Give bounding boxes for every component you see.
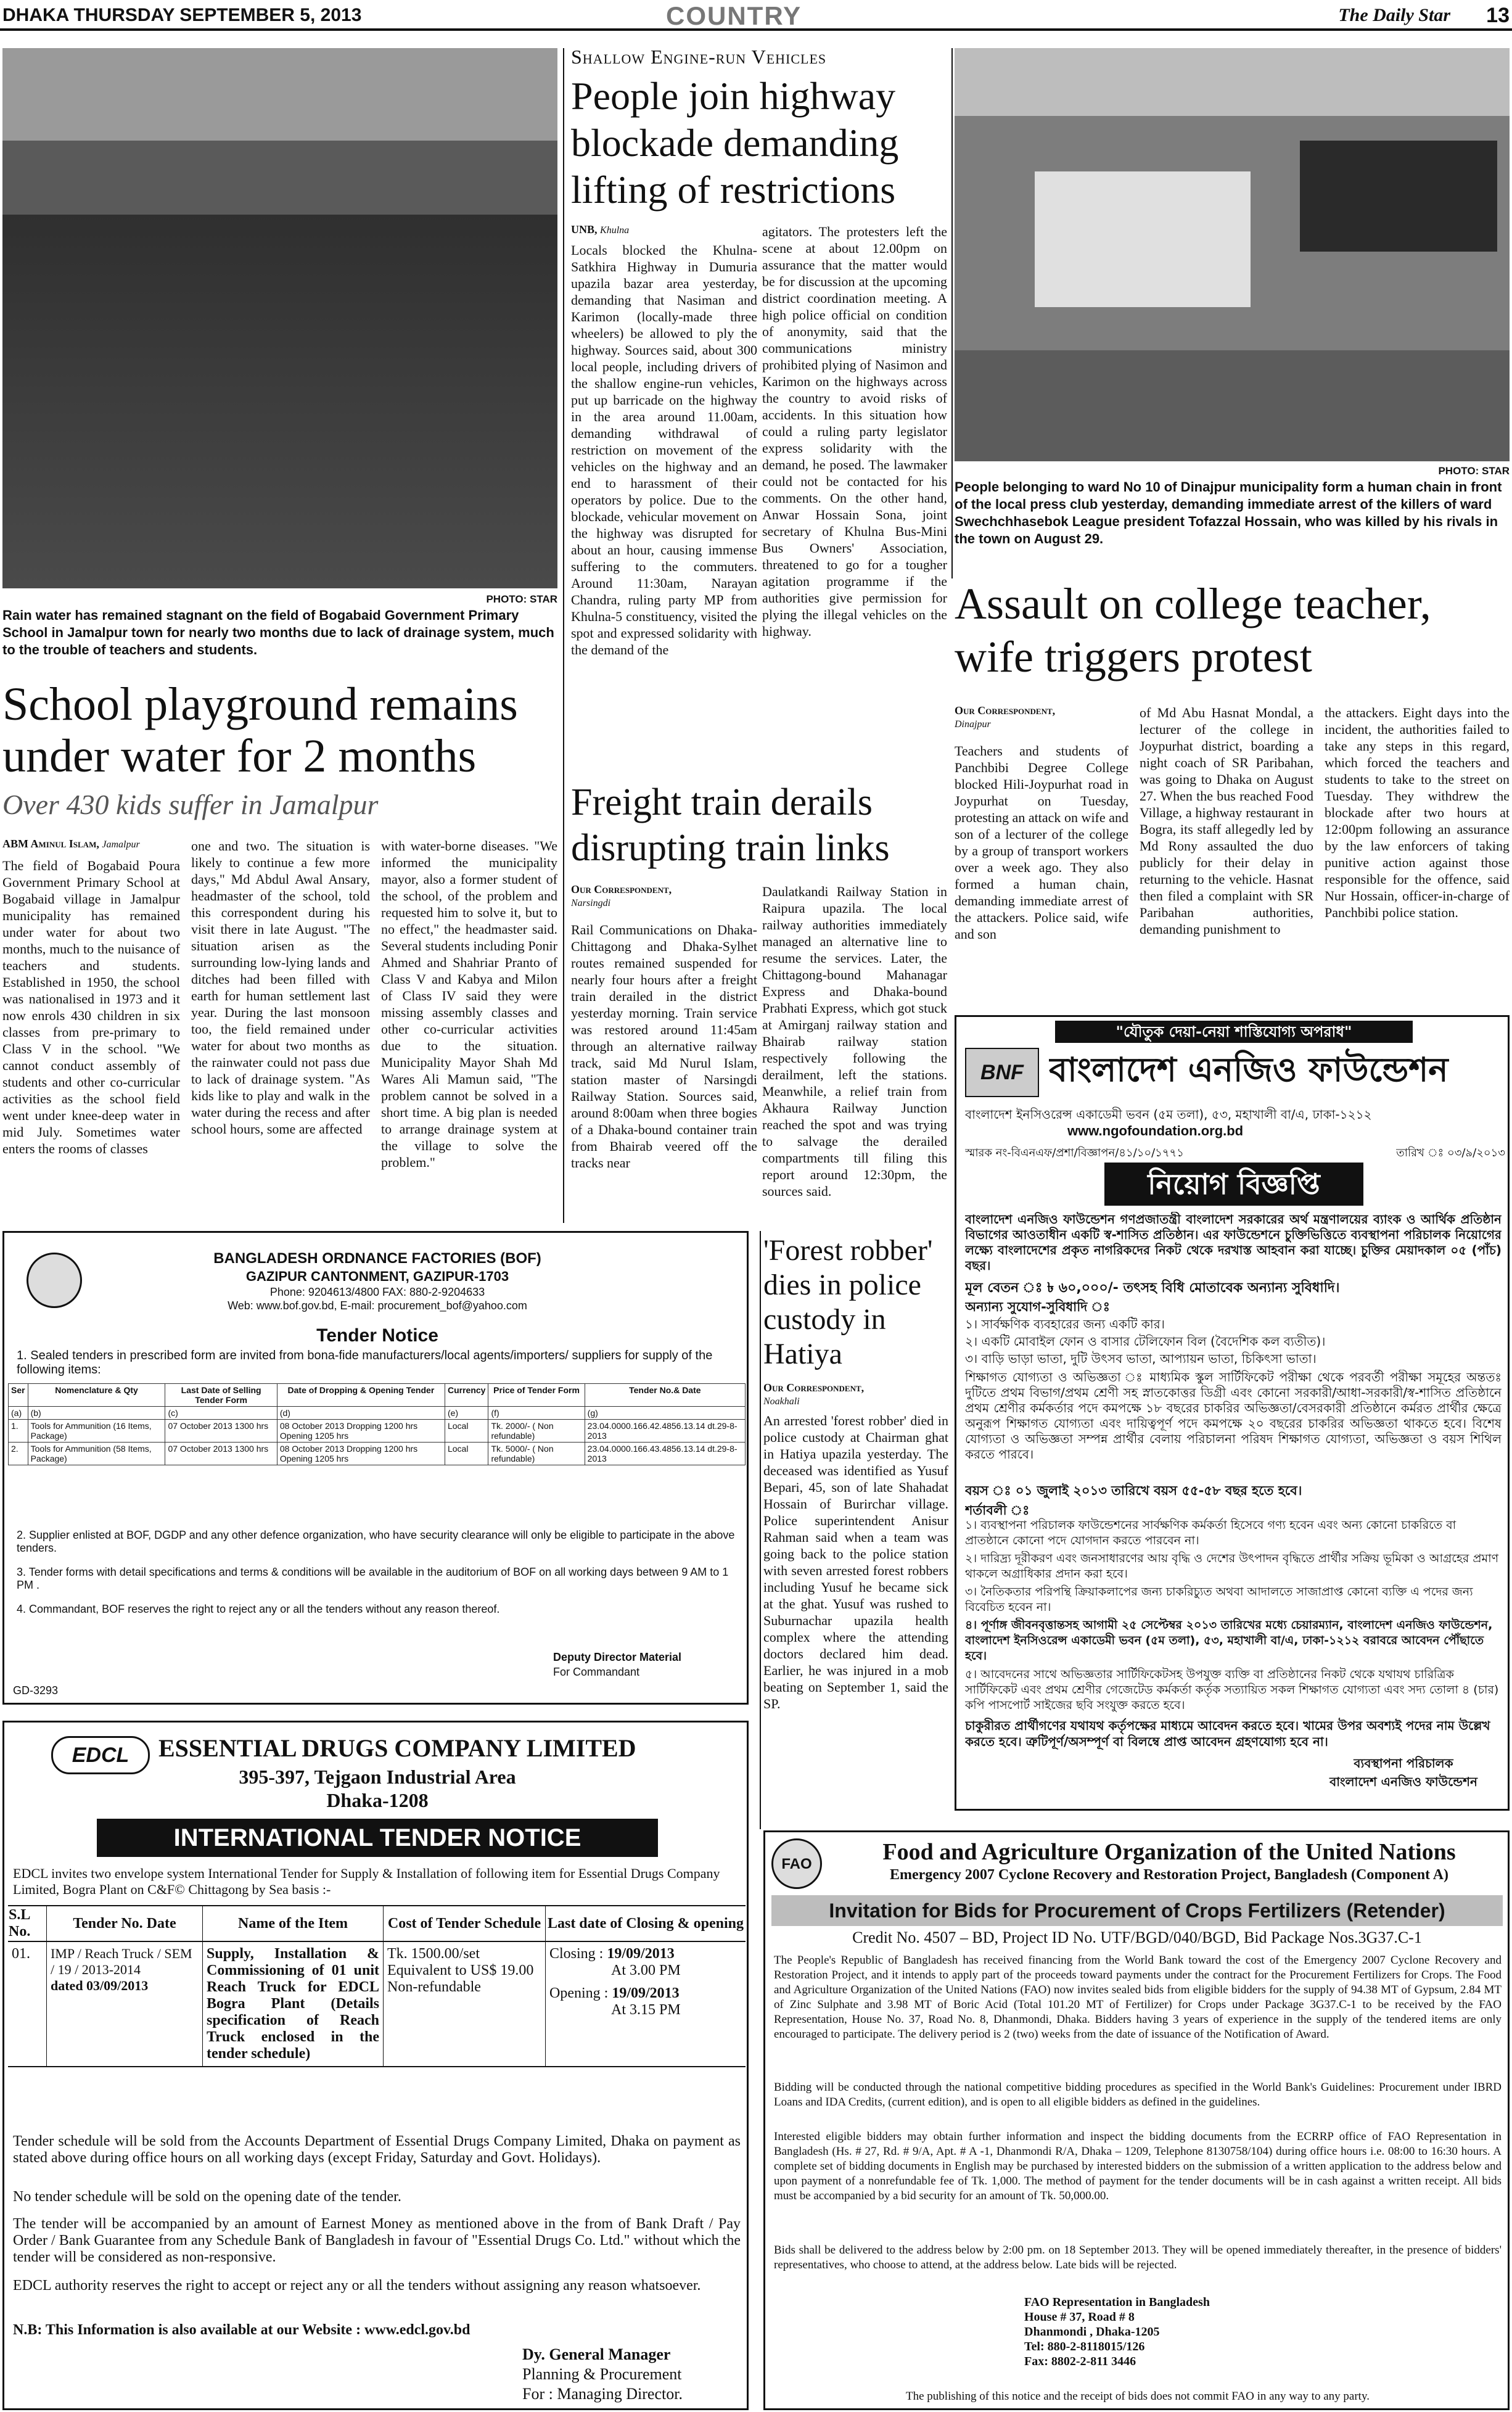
headline: School playground remains under water for 2 months <box>2 678 518 782</box>
table-cell: Tk. 5000/- ( Non refundable) <box>488 1443 585 1465</box>
bof-address: GAZIPUR CANTONMENT, GAZIPUR-1703 <box>245 1269 509 1284</box>
byline-place: Jamalpur <box>102 839 140 850</box>
bof-signature-sub: For Commandant <box>553 1666 640 1678</box>
fao-paragraph: The People's Republic of Bangladesh has received financing from the World Bank toward the cost of the Emergency 2007 Cyclone Recovery and Restoration Project, and it intends to apply part of the proceeds toward payments under the contract for the Procurement Fertilizers for Crops. The Food and Agriculture Organization of the United Nations (FAO) now invites sealed bids from eligible bidders for the supply of 94.38 MT of Gypsum, 2.84 MT of Zinc Sulphate and 3.98 MT of Boric Acid (Total 101.20 MT of Fertilizer) for Crops under Package 3G37.C-1 to be received by the FAO Representation, House No. 37, Road No. 8, Dhanmondi, Dhaka. Bidders having 3 years of experience in the supply of the tendered items are only encouraged to participate. The delivery period is 2 (two) weeks from the date of issuance of the Notification of Award. <box>774 1954 1502 2041</box>
table-cell: Tk. 2000/- ( Non refundable) <box>488 1420 585 1443</box>
bnf-term: ৫। আবেদনের সাথে অভিজ্ঞতার সার্টিফিকেটসহ উপযুক্ত ব্যক্তি বা প্রতিষ্ঠানের নিকট থেকে যথাযথ চারিত্রিক সার্টিফিকেট এবং প্রথম শ্রেণীর গেজেটেড কর্মকর্তা কর্তৃক সত্যায়িত সকল শিক্ষাগত যোগ্যতা এবং সদ্য তোলা ৪ (চার) কপি পাসপোর্ট সাইজের ছবি সংযুক্ত করতে হবে। <box>965 1668 1499 1712</box>
byline-place: Noakhali <box>763 1396 800 1407</box>
edcl-org: ESSENTIAL DRUGS COMPANY LIMITED <box>158 1734 636 1762</box>
table-row <box>8 1941 746 2067</box>
tender-no: IMP / Reach Truck / SEM / 19 / 2013-2014 <box>51 1946 192 1977</box>
bnf-footer: চাকুরীরত প্রার্থীগণের যথাযথ কর্তৃপক্ষের মাধ্যমে আবেদন করতে হবে। খামের উপর অবশ্যই পদের নাম উল্লেখ করতে হবে। ত্রুটিপূর্ণ/অসম্পূর্ণ বা বিলম্বে প্রাপ্ত আবেদন গ্রহণযোগ্য হবে না। <box>965 1718 1490 1749</box>
edcl-signature: Planning & Procurement <box>522 2365 682 2383</box>
table-cell: 07 October 2013 1300 hrs <box>165 1420 277 1443</box>
fao-logo: FAO <box>771 1838 822 1889</box>
table-cell: Tools for Ammunition (16 Items, Package) <box>28 1420 165 1443</box>
bof-org: BANGLADESH ORDNANCE FACTORIES (BOF) <box>213 1250 541 1267</box>
table-cell: (f) <box>488 1407 585 1420</box>
table-cell: 2. <box>9 1443 28 1465</box>
column-header: Cost of Tender Schedule <box>384 1906 546 1941</box>
article-column: The field of Bogabaid Poura Government Primary School at Bogabaid village in Jamalpur municipality has remained under water for about two months, much to the nuisance of teachers and students. Established in 1950, the school was nationalised in 1973 and it now enrols 430 children in six classes from pre-primary to Class V in the school. "We cannot conduct assembly of students and other co-curricular activities as the school field went under knee-deep water in mid July. Sometimes water enters the rooms of classes <box>2 858 180 1156</box>
column-header: Tender No. Date <box>47 1906 203 1941</box>
bof-note: 3. Tender forms with detail specifications and terms & conditions will be available in the auditorium of BOF on all working days between 9 AM to 1 PM . <box>17 1566 729 1591</box>
byline-place: Khulna <box>600 225 630 236</box>
fao-banner: Invitation for Bids for Procurement of Crops Fertilizers (Retender) <box>771 1895 1503 1926</box>
byline-name: Our Correspondent, <box>763 1381 865 1394</box>
fao-address-line: Dhanmondi , Dhaka-1205 <box>1024 2325 1160 2339</box>
protest-photo <box>955 48 1510 461</box>
article-column: with water-borne diseases. "We informed the municipality mayor, also a former student of the school, of the problem and requested him to solve it, but to no effect," the headmaster said. Several students including Ponir Ahmed and Shahriar Pranto of Class V and Kabya and Milon of Class IV said they were missing assembly classes and other co-curricular activities due to the situation. Municipality Mayor Shah Md Wares Ali Mamun said, "The problem cannot be solved in a short time. A big plan is needed to arrange drainage system at the village to solve the problem." <box>381 838 557 1170</box>
table-cell: Tools for Ammunition (58 Items, Package) <box>28 1443 165 1465</box>
bnf-intro: বাংলাদেশ এনজিও ফাউন্ডেশন গণপ্রজাতন্ত্রী বাংলাদেশ সরকারের অর্থ মন্ত্রণালয়ের ব্যাংক ও আর্থিক প্রতিষ্ঠান বিভাগের আওতাধীন একটি স্ব-শাসিত প্রতিষ্ঠান। এর ফাউন্ডেশনে চুক্তিভিত্তিতে ব্যবস্থাপনা পরিচালক নিয়োগের লক্ষ্যে বাংলাদেশের প্রকৃত নাগরিকদের নিকট থেকে দরখাস্ত আহবান করা যাচ্ছে। চুক্তির মেয়াদকাল ০৫ (পাঁচ) বছর। <box>965 1212 1502 1273</box>
edcl-paragraph: Tender schedule will be sold from the Accounts Department of Essential Drugs Company Limited, Dhaka on payment as stated above during office hours on all working days (except Friday, Saturday and Govt. Holidays). <box>13 2133 741 2166</box>
bof-table <box>8 1383 746 1465</box>
column-rule <box>760 1231 761 1829</box>
article-column: Locals blocked the Khulna-Satkhira Highway in Dumuria upazila bazar area yesterday, demanding that Nasiman and Karimon (locally-made three wheelers) be allowed to ply the highway. Sources said, about 300 local people, including drivers of the shallow engine-run vehicles, put up barricade on the highway in the area around 11.00am, demanding withdrawal of restriction on movement of the vehicles on the highway and an end to harassment of their operators by police. Due to the blockade, vehicular movement on the highway was disrupted for about an hour, causing immense suffering to the commuters. Around 11:30am, Narayan Chandra, ruling party MP from Khulna-5 constituency, visited the spot and expressed solidarity with the demand of the <box>571 242 757 657</box>
bof-tender-ad <box>2 1231 749 1705</box>
bnf-terms-title: শর্তাবলী ঃ <box>965 1503 1030 1518</box>
column-header: Price of Tender Form <box>488 1384 585 1407</box>
date-line: DHAKA THURSDAY SEPTEMBER 5, 2013 <box>2 5 362 25</box>
bnf-title: নিয়োগ বিজ্ঞপ্তি <box>1104 1163 1363 1206</box>
bof-intro: 1. Sealed tenders in prescribed form are invited from bona-fide manufacturers/local agents/importers/ suppliers for supply of the following items: <box>17 1349 713 1377</box>
table-cell: 1. <box>9 1420 28 1443</box>
bof-note: 4. Commandant, BOF reserves the right to reject any or all the tenders without any reason thereof. <box>17 1603 500 1615</box>
table-cell: Local <box>445 1420 488 1443</box>
fao-paragraph: Interested eligible bidders may obtain further information and inspect the bidding documents from the ECRRP office of FAO Representation in Bangladesh (Hs. # 27, Rd. # 9/A, Apt. # A -1, Dhanmondi R/A, Dhaka – 1209, Telephone 8130758/104) during office hours i.e. 08:00 to 16:30 hours. A complete set of bidding documents in English may be purchased by interested bidders on the submission of a written application to the address below and upon payment of a nonrefundable fee of Tk. 1,000. The method of payment for the tender documents will be in cash against a written receipt. All bids must be accompanied by a bid security for an amount of Tk. 50,000.00. <box>774 2130 1502 2202</box>
column-header: Currency <box>445 1384 488 1407</box>
bnf-term: ১। ব্যবস্থাপনা পরিচালক ফাউন্ডেশনের সার্বক্ষণিক কর্মকর্তা হিসেবে গণ্য হবেন এবং অন্য কোনো চাকরিতে বা প্রাতষ্ঠানে কোনো পদে যোগদান করতে পারবেন না। <box>965 1518 1457 1547</box>
column-header: Last Date of Selling Tender Form <box>165 1384 277 1407</box>
school-photo <box>2 48 557 588</box>
edcl-address: 395-397, Tejgaon Industrial Area <box>239 1766 516 1788</box>
bnf-age: বয়স ঃ ০১ জুলাই ২০১৩ তারিখে বয়স ৫৫-৫৮ বছর হতে হবে। <box>965 1483 1302 1498</box>
edcl-banner: INTERNATIONAL TENDER NOTICE <box>97 1819 658 1857</box>
headline: Freight train derails disrupting train links <box>571 781 890 869</box>
fao-paragraph: Bids shall be delivered to the address below by 2:00 pm. on 18 September 2013. They will be opened immediately thereafter, in the presence of bidders' representatives, who choose to attend, at the address below. Late bids will be rejected. <box>774 2244 1502 2271</box>
bnf-web: www.ngofoundation.org.bd <box>1067 1123 1244 1138</box>
table-cell: Supply, Installation & Commissioning of 01 unit Reach Truck for EDCL Bogra Plant (Details specification of Reach Truck enclosed in the tender schedule) <box>203 1941 384 2067</box>
bnf-benefit: ৩। বাড়ি ভাড়া ভাতা, দুটি উৎসব ভাতা, আপ্যায়ন ভাতা, চিকিৎসা ভাতা। <box>965 1351 1317 1366</box>
bnf-signature: বাংলাদেশ এনজিও ফাউন্ডেশন <box>1329 1774 1477 1789</box>
article-column: An arrested 'forest robber' died in police custody at Chairman ghat in Hatiya upazila yesterday. The deceased was identified as Yusuf Bepari, 45, son of late Shahadat Hossain of Burirchar village. Police superintendent Anisur Rahman said when a team was going back to the police station with seven arrested forest robbers including Yusuf he became sick at the ghat. Yusuf was rushed to Suburnachar upazila health complex where the attending doctors declared him dead. Earlier, he was injured in a mob beating on September 1, said the SP. <box>763 1413 948 1711</box>
column-rule <box>951 48 953 578</box>
column-header: Ser <box>9 1384 28 1407</box>
fao-project: Emergency 2007 Cyclone Recovery and Restoration Project, Bangladesh (Component A) <box>889 1867 1449 1883</box>
headline: Assault on college teacher, wife triggers protest <box>955 579 1431 681</box>
tender-date: dated 03/09/2013 <box>51 1978 149 1993</box>
table-row <box>9 1443 746 1465</box>
bof-title: Tender Notice <box>316 1325 438 1346</box>
bnf-term: ২। দারিদ্র্য দূরীকরণ এবং জনসাধারণের আয় বৃদ্ধি ও দেশের উৎপাদন বৃদ্ধিতে প্রার্থীর সক্রিয় ভূমিকা ও আগ্রহের প্রমাণ থাকলে অগ্রাধিকার প্রদান করা হবে। <box>965 1552 1499 1581</box>
opening-label: Opening : <box>549 1985 609 2001</box>
bnf-date: তারিখ ঃ ০৩/৯/২০১৩ <box>1396 1146 1505 1159</box>
photo-credit: PHOTO: STAR <box>486 593 557 605</box>
table-cell: 01. <box>8 1941 47 2067</box>
column-header: Tender No.& Date <box>585 1384 745 1407</box>
fao-address-line: FAO Representation in Bangladesh <box>1024 2295 1210 2309</box>
article-column: one and two. The situation is likely to continue a few more days," Md Abdul Awal Ansary, headmaster of the school, told this correspondent during his visit there in late August. "The situation arisen as the surrounding low-lying lands and ditches had been filled with earth for human settlement last year. During the last monsoon too, the field remained under water for about two months as the rainwater could not pass due to lack of drainage system. "As kids like to play and walk in the water during the recess and after school hours, some are affected <box>191 838 370 1137</box>
fao-bid-ad <box>763 1830 1510 2410</box>
table-cell: Tk. 1500.00/set Equivalent to US$ 19.00 Non-refundable <box>384 1941 546 2067</box>
article-column: of Md Abu Hasnat Mondal, a lecturer of the college in Joypurhat district, boarding a night coach of SR Paribahan, was going to Dhaka on August 27. When the bus reached Food Village, a highway restaurant in Bogra, its staff allegedly led by Md Rony assaulted the duo publicly for their delay in returning to the vehicle. Hasnat then filed a complaint with SR Paribahan authorities, demanding punishment to <box>1140 705 1313 937</box>
article-column: agitators. The protesters left the scene at about 12.00pm on assurance that the matter would be for discussion at the upcoming district coordination meeting. A high police official on condition of anonymity, said that the communications ministry prohibited plying of Nasimon and Karimon on the highways across the country to avoid risks of accidents. In this situation how could a ruling party legislator express solidarity with the demand, he posed. The lawmaker could not be contacted for his comments. On the other hand, Anwar Hossain Sona, joint secretary of Khulna Bus-Mini Bus Owners' Association, threatened to go for a tougher agitation programme if the authorities give permission for plying the illegal vehicles on the highway. <box>762 224 947 639</box>
edcl-nb: N.B: This Information is also available at our Website : www.edcl.gov.bd <box>13 2322 470 2338</box>
byline-name: UNB, <box>571 223 598 236</box>
table-cell: (g) <box>585 1407 745 1420</box>
column-header: Date of Dropping & Opening Tender <box>277 1384 445 1407</box>
table-cell: 23.04.0000.166.43.4856.13.14 dt.29-8-2013 <box>585 1443 745 1465</box>
article-column: Daulatkandi Railway Station in Raipura upazila. The local railway authorities immediately managed an alternative line to resume the services. Later, the Chittagong-bound Mahanagar Express and Dhaka-bound Prabhati Express, which got stuck at Amirganj railway station and Bhairab railway station respectively following the derailment, left the stations. Meanwhile, a relief train from Akhaura Railway Junction reached the spot and was trying to salvage the derailed compartments till filing this report around 12:30pm, the sources said. <box>762 884 947 1199</box>
edcl-intro: EDCL invites two envelope system International Tender for Supply & Installation of following item for Essential Drugs Company Limited, Bogra Plant on C&F© Chittagong by Sea basis :- <box>13 1866 720 1897</box>
bnf-memo: স্মারক নং-বিএনএফ/প্রশা/বিজ্ঞাপন/৪১/১০/১৭৭১ <box>965 1146 1184 1159</box>
page-header <box>0 0 1512 31</box>
column-header: Nomenclature & Qty <box>28 1384 165 1407</box>
bnf-salary: মূল বেতন ঃ ৳ ৬০,০০০/- তৎসহ বিধি মোতাবেক অন্যান্য সুবিধাদি। <box>965 1280 1340 1296</box>
column-header: S.L No. <box>8 1906 47 1941</box>
byline <box>763 1381 948 1409</box>
byline-name: Our Correspondent, <box>571 883 672 895</box>
bnf-slogan: "যৌতুক দেয়া-নেয়া শাস্তিযোগ্য অপরাধ" <box>1055 1021 1413 1043</box>
fao-credit: Credit No. 4507 – BD, Project ID No. UTF/BGD/040/BGD, Bid Package Nos.3G37.C-1 <box>852 1928 1422 1946</box>
closing-date: 19/09/2013 <box>607 1946 675 1962</box>
bnf-logo: BNF <box>965 1048 1039 1097</box>
edcl-city: Dhaka-1208 <box>326 1789 429 1811</box>
edcl-logo: EDCL <box>51 1736 150 1774</box>
bnf-org: বাংলাদেশ এনজিও ফাউন্ডেশন <box>1049 1050 1448 1089</box>
bof-gd: GD-3293 <box>13 1684 59 1697</box>
closing-label: Closing : <box>549 1946 604 1962</box>
edcl-paragraph: EDCL authority reserves the right to accept or reject any or all the tenders without assigning any reason whatsoever. <box>13 2278 701 2294</box>
table-header-row <box>9 1384 746 1407</box>
headline: People join highway blockade demanding lifting of restrictions <box>571 74 899 212</box>
table-cell: 07 October 2013 1300 hrs <box>165 1443 277 1465</box>
fao-address <box>1024 2295 1271 2393</box>
table-subheader-row <box>9 1407 746 1420</box>
bnf-benefit: ১। সার্বক্ষণিক ব্যবহারের জন্য একটি কার। <box>965 1317 1165 1332</box>
bof-signature: Deputy Director Material <box>553 1651 682 1663</box>
fao-address-line: House # 37, Road # 8 <box>1024 2310 1135 2324</box>
bnf-term: ৩। নৈতিকতার পরিপন্থি ক্রিয়াকলাপের জন্য চাকরিচ্যুত অথবা আদালতে সাজাপ্রাপ্ত কোনো ব্যক্তি এ পদের জন্য বিবেচিত হবেন না। <box>965 1585 1473 1614</box>
column-header: Last date of Closing & opening <box>547 1915 744 1932</box>
subheadline: Over 430 kids suffer in Jamalpur <box>2 789 379 820</box>
table-cell: 08 October 2013 Dropping 1200 hrs Opening 1205 hrs <box>277 1443 445 1465</box>
closing-time: At 3.00 PM <box>611 1962 681 1978</box>
photo-caption: People belonging to ward No 10 of Dinajpur municipality form a human chain in front of the local press club yesterday, demanding immediate arrest of the killers of ward Swechchhasebok League president Tofazzal Hossain, who was killed by his rivals in the town on August 29. <box>955 479 1502 546</box>
article-column: the attackers. Eight days into the incident, the authorities failed to take any steps in this regard, which forced the teachers and students to take to the street on Tuesday. They withdrew the blockade after two hours at 12:00pm following an assurance by the law enforcers of taking punitive action against those responsible for the offence, said Nur Hossain, officer-in-charge of Panchbibi police station. <box>1325 705 1510 920</box>
photo-credit: PHOTO: STAR <box>1438 465 1510 477</box>
fao-address-line: Tel: 880-2-8118015/126 <box>1024 2340 1145 2353</box>
table-header-row <box>8 1906 746 1941</box>
fao-org: Food and Agriculture Organization of the United Nations <box>882 1839 1456 1865</box>
table-cell: 23.04.0000.166.42.4856.13.14 dt.29-8-2013 <box>585 1420 745 1443</box>
table-cell: 08 October 2013 Dropping 1200 hrs Opening 1205 hrs <box>277 1420 445 1443</box>
article-column: Rail Communications on Dhaka-Chittagong and Dhaka-Sylhet routes remained suspended for nearly four hours after a freight train derailed in the district yesterday morning. Train service was restored around 11:45am through an alternative railway track, said Md Nurul Islam, station master of Narsingdi Railway Station. Sources said, around 8:00am when three bogies of a Dhaka-bound container train from Bhairab veered off the tracks near <box>571 922 757 1171</box>
bnf-benefit: ২। একটি মোবাইল ফোন ও বাসার টেলিফোন বিল (বৈদেশিক কল ব্যতীত)। <box>965 1334 1326 1349</box>
edcl-tender-ad <box>2 1721 749 2410</box>
byline <box>571 223 756 239</box>
bnf-term: ৪। পূর্ণাঙ্গ জীবনবৃত্তান্তসহ আগামী ২৫ সেপ্টেম্বর ২০১৩ তারিখের মধ্যে চেয়ারম্যান, বাংলাদেশ এনজিও ফাউন্ডেশন, বাংলাদেশ ইনসিওরেন্স একাডেমী ভবন (৫ম তলা), ৫৩, মহাখালী বা/এ, ঢাকা-১২১২ বরাবরে আবেদন পৌঁছাতে হবে। <box>965 1618 1493 1663</box>
edcl-paragraph: No tender schedule will be sold on the opening date of the tender. <box>13 2189 401 2205</box>
page-number: 13 <box>1486 4 1510 27</box>
masthead: The Daily Star <box>1338 5 1450 25</box>
bof-web: Web: www.bof.gov.bd, E-mail: procurement_bof@yahoo.com <box>228 1299 527 1312</box>
edcl-signature: For : Managing Director. <box>522 2385 683 2403</box>
table-cell <box>47 1941 203 2067</box>
table-cell: (a) <box>9 1407 28 1420</box>
byline <box>955 704 1127 731</box>
bnf-recruitment-ad <box>955 1015 1510 1811</box>
bnf-signature: ব্যবস্থাপনা পরিচালক <box>1354 1756 1453 1771</box>
article-column: Teachers and students of Panchbibi Degree College blocked Hili-Joypurhat road in Joypurhat on Tuesday, protesting an attack on wife and son of a lecturer of the college by a group of transport workers over a week ago. They also formed a human chain, demanding immediate arrest of the attackers. Police said, wife and son <box>955 743 1128 942</box>
opening-date: 19/09/2013 <box>612 1985 680 2001</box>
edcl-paragraph: The tender will be accompanied by an amount of Earnest Money as mentioned above in the from of Bank Draft / Pay Order / Bank Guarantee from any Schedule Bank of Bangladesh in favour of "Essential Drugs Co. Ltd." without which the tender will be considered as non-responsive. <box>13 2216 741 2265</box>
bnf-benefits-title: অন্যান্য সুযোগ-সুবিধাদি ঃ <box>965 1299 1110 1314</box>
bof-note: 2. Supplier enlisted at BOF, DGDP and any other defence organization, who have security clearance will only be eligible to participate in the above tenders. <box>17 1529 735 1554</box>
edcl-table <box>8 1905 746 2067</box>
table-cell: (b) <box>28 1407 165 1420</box>
table-row <box>9 1420 746 1443</box>
bnf-qualification: শিক্ষাগত যোগ্যতা ও অভিজ্ঞতা ঃ মাধ্যমিক স্কুল সার্টিফিকেট পরীক্ষা থেকে পরবর্তী পরীক্ষা সমূহের অন্ততঃ দুটিতে প্রথম বিভাগ/প্রথম শ্রেণী সহ স্নাতকোত্তর ডিগ্রী এবং কোনো সরকারী/আধা-সরকারী/স্ব-শাসিত প্রতিষ্ঠানে প্রথম শ্রেণীর কর্মকর্তার পদে কমপক্ষে ১৮ বছরের চাকরির অভিজ্ঞতা/বেসরকারী প্রতিষ্ঠানে কর্মরত প্রার্থীর ক্ষেত্রে অনুরূপ শিক্ষাগত যোগ্যতা এবং দায়িত্বপূর্ণ পদে কমপক্ষে ২০ বছরের চাকরির অভিজ্ঞতা থাকতে হবে। বিশেষ যোগ্যতা ও অভিজ্ঞতা সম্পন্ন প্রার্থীর বেলায় পরিচালনা পরিষদ শিক্ষাগত যোগ্যতা, অভিজ্ঞতা ও বয়স শিথিল করতে পারবে। <box>965 1370 1502 1462</box>
byline-name: Our Correspondent, <box>955 704 1056 717</box>
edcl-signature: Dy. General Manager <box>522 2345 671 2363</box>
section-title: COUNTRY <box>666 1 802 30</box>
byline-place: Narsingdi <box>571 898 611 908</box>
table-cell: (c) <box>165 1407 277 1420</box>
photo-caption: Rain water has remained stagnant on the field of Bogabaid Government Primary School in Jamalpur town for nearly two months due to lack of drainage system, much to the trouble of teachers and students. <box>2 607 554 657</box>
byline-place: Dinajpur <box>955 719 991 730</box>
column-header: Name of the Item <box>203 1906 384 1941</box>
byline <box>2 838 187 854</box>
kicker: Shallow Engine-run Vehicles <box>571 46 827 68</box>
fao-address-line: Fax: 8802-2-811 3446 <box>1024 2355 1136 2368</box>
bof-contact: Phone: 9204613/4800 FAX: 880-2-9204633 <box>269 1286 485 1298</box>
table-cell <box>546 1941 746 2067</box>
opening-time: At 3.15 PM <box>611 2002 681 2018</box>
table-cell: (d) <box>277 1407 445 1420</box>
headline: 'Forest robber' dies in police custody in Hatiya <box>763 1234 933 1370</box>
byline <box>571 883 756 910</box>
fao-footer: The publishing of this notice and the receipt of bids does not commit FAO in any way to any party. <box>906 2390 1370 2403</box>
table-cell: (e) <box>445 1407 488 1420</box>
column-rule <box>563 48 564 1223</box>
bnf-address: বাংলাদেশ ইনসিওরেন্স একাডেমী ভবন (৫ম তলা), ৫৩, মহাখালী বা/এ, ঢাকা-১২১২ <box>965 1107 1372 1122</box>
table-cell: Local <box>445 1443 488 1465</box>
byline-name: ABM Aminul Islam, <box>2 838 99 850</box>
fao-paragraph: Bidding will be conducted through the national competitive bidding procedures as specified in the World Bank's Guidelines: Procurement under IBRD Loans and IDA Credits, (current edition), and is open to all eligible bidders as defined in the guidelines. <box>774 2081 1502 2109</box>
